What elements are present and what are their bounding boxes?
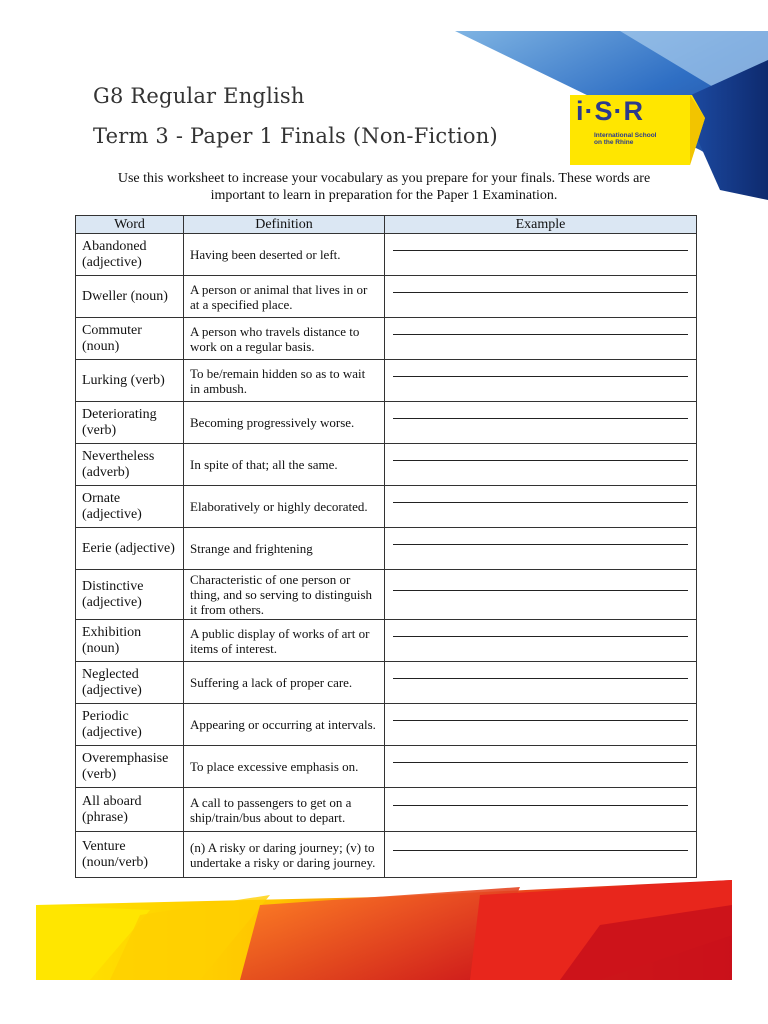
word-cell: Distinctive (adjective) xyxy=(76,570,184,620)
table-row xyxy=(76,486,697,528)
example-answer-line[interactable] xyxy=(393,720,688,721)
example-answer-line[interactable] xyxy=(393,636,688,637)
header-word: Word xyxy=(76,216,184,234)
table-row xyxy=(76,746,697,788)
header-definition: Definition xyxy=(184,216,385,234)
example-cell[interactable] xyxy=(385,746,697,788)
word-cell: Venture (noun/verb) xyxy=(76,832,184,878)
example-answer-line[interactable] xyxy=(393,292,688,293)
definition-cell: In spite of that; all the same. xyxy=(184,444,385,486)
example-cell[interactable] xyxy=(385,318,697,360)
word-cell: Ornate (adjective) xyxy=(76,486,184,528)
word-cell: Nevertheless (adverb) xyxy=(76,444,184,486)
page-subtitle: Term 3 - Paper 1 Finals (Non-Fiction) xyxy=(93,124,498,148)
example-answer-line[interactable] xyxy=(393,850,688,851)
definition-cell: Strange and frightening xyxy=(184,528,385,570)
definition-cell: (n) A risky or daring journey; (v) to undertake a risky or daring journey. xyxy=(184,832,385,878)
table-row xyxy=(76,276,697,318)
table-row xyxy=(76,360,697,402)
example-cell[interactable] xyxy=(385,788,697,832)
word-cell: All aboard (phrase) xyxy=(76,788,184,832)
word-cell: Exhibition (noun) xyxy=(76,620,184,662)
example-cell[interactable] xyxy=(385,662,697,704)
definition-cell: Having been deserted or left. xyxy=(184,234,385,276)
table-row xyxy=(76,832,697,878)
example-answer-line[interactable] xyxy=(393,334,688,335)
definition-cell: A call to passengers to get on a ship/train/bus about to depart. xyxy=(184,788,385,832)
table-row xyxy=(76,704,697,746)
intro-text: Use this worksheet to increase your vocabulary as you prepare for your finals. These words are important to learn in preparation for the Paper 1 Examination. xyxy=(117,171,651,203)
word-cell: Eerie (adjective) xyxy=(76,528,184,570)
vocabulary-table xyxy=(75,215,697,878)
table-row xyxy=(76,402,697,444)
definition-cell: A person who travels distance to work on a regular basis. xyxy=(184,318,385,360)
example-cell[interactable] xyxy=(385,486,697,528)
table-body xyxy=(76,234,697,878)
table-row xyxy=(76,788,697,832)
table-header-row xyxy=(76,216,697,234)
word-cell: Dweller (noun) xyxy=(76,276,184,318)
example-answer-line[interactable] xyxy=(393,376,688,377)
example-cell[interactable] xyxy=(385,528,697,570)
example-answer-line[interactable] xyxy=(393,544,688,545)
school-logo xyxy=(572,96,684,162)
definition-cell: Elaboratively or highly decorated. xyxy=(184,486,385,528)
example-answer-line[interactable] xyxy=(393,460,688,461)
logo-mark: i·S·R xyxy=(576,96,644,126)
example-answer-line[interactable] xyxy=(393,590,688,591)
logo-subtitle: International School on the Rhine xyxy=(594,132,657,146)
example-cell[interactable] xyxy=(385,444,697,486)
example-answer-line[interactable] xyxy=(393,678,688,679)
definition-cell: To be/remain hidden so as to wait in ambush. xyxy=(184,360,385,402)
header-example: Example xyxy=(385,216,697,234)
example-answer-line[interactable] xyxy=(393,805,688,806)
table-row xyxy=(76,570,697,620)
word-cell: Overemphasise (verb) xyxy=(76,746,184,788)
example-answer-line[interactable] xyxy=(393,418,688,419)
table-row xyxy=(76,528,697,570)
word-cell: Abandoned (adjective) xyxy=(76,234,184,276)
table-row xyxy=(76,444,697,486)
example-cell[interactable] xyxy=(385,704,697,746)
example-cell[interactable] xyxy=(385,402,697,444)
table-row xyxy=(76,234,697,276)
definition-cell: Suffering a lack of proper care. xyxy=(184,662,385,704)
definition-cell: Appearing or occurring at intervals. xyxy=(184,704,385,746)
definition-cell: A public display of works of art or items of interest. xyxy=(184,620,385,662)
definition-cell: Becoming progressively worse. xyxy=(184,402,385,444)
definition-cell: Characteristic of one person or thing, and so serving to distinguish it from others. xyxy=(184,570,385,620)
example-cell[interactable] xyxy=(385,620,697,662)
page-title: G8 Regular English xyxy=(93,84,305,108)
word-cell: Periodic (adjective) xyxy=(76,704,184,746)
example-cell[interactable] xyxy=(385,570,697,620)
word-cell: Neglected (adjective) xyxy=(76,662,184,704)
example-cell[interactable] xyxy=(385,234,697,276)
definition-cell: To place excessive emphasis on. xyxy=(184,746,385,788)
table-row xyxy=(76,318,697,360)
definition-cell: A person or animal that lives in or at a specified place. xyxy=(184,276,385,318)
example-cell[interactable] xyxy=(385,276,697,318)
table-row xyxy=(76,620,697,662)
example-answer-line[interactable] xyxy=(393,502,688,503)
footer-decoration xyxy=(0,875,768,985)
example-answer-line[interactable] xyxy=(393,762,688,763)
word-cell: Commuter (noun) xyxy=(76,318,184,360)
word-cell: Lurking (verb) xyxy=(76,360,184,402)
table-row xyxy=(76,662,697,704)
example-cell[interactable] xyxy=(385,360,697,402)
word-cell: Deteriorating (verb) xyxy=(76,402,184,444)
example-answer-line[interactable] xyxy=(393,250,688,251)
example-cell[interactable] xyxy=(385,832,697,878)
